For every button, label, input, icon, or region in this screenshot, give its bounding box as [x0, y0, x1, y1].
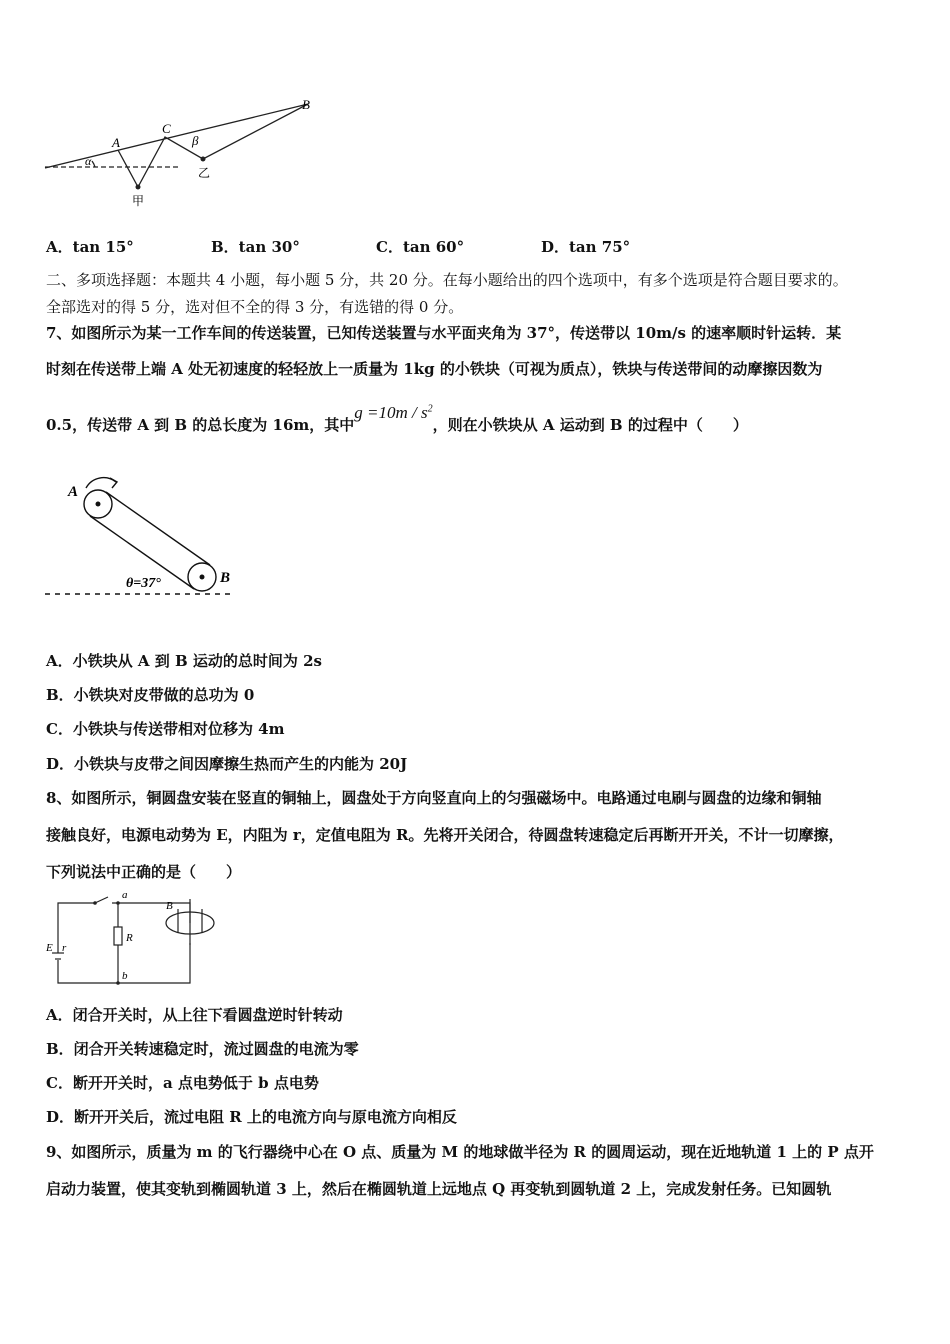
gravity-formula-text: g =10m / s	[354, 403, 428, 422]
figure-circuit-disk	[40, 885, 220, 995]
label-B: B	[166, 900, 173, 912]
label-B: B	[220, 570, 231, 586]
q8-stem-line1: 8、如图所示，铜圆盘安装在竖直的铜轴上，圆盘处于方向竖直向上的匀强磁场中。电路通过电刷与圆盘的边缘和铜轴	[46, 789, 822, 807]
q7-stem-line3-post: ，则在小铁块从 A 运动到 B 的过程中（ ）	[432, 416, 748, 434]
q7-stem-line3-pre: 0.5，传送带 A 到 B 的总长度为 16m，其中	[46, 416, 355, 434]
q7-stem-line3	[46, 403, 748, 435]
gravity-formula	[354, 403, 432, 422]
q8-option-b[interactable]: B．闭合开关转速稳定时，流过圆盘的电流为零	[46, 1040, 359, 1058]
q8-option-a[interactable]: A．闭合开关时，从上往下看圆盘逆时针转动	[46, 1006, 343, 1024]
label-B: B	[302, 97, 310, 112]
q7-stem-line1: 7、如图所示为某一工作车间的传送装置，已知传送装置与水平面夹角为 37°，传送带以 10m/s 的速率顺时针运转．某	[46, 324, 842, 342]
q8-option-d[interactable]: D．断开开关后，流过电阻 R 上的电流方向与原电流方向相反	[46, 1108, 457, 1126]
q6-option-b[interactable]: B．tan 30°	[211, 238, 300, 256]
label-a: a	[122, 889, 128, 901]
label-A: A	[68, 484, 79, 500]
label-b: b	[122, 970, 128, 982]
section2-line1: 二、多项选择题：本题共 4 小题，每小题 5 分，共 20 分。在每小题给出的四个选项中，有多个选项是符合题目要求的。	[46, 271, 848, 289]
q6-option-d[interactable]: D．tan 75°	[541, 238, 631, 256]
q7-option-a[interactable]: A．小铁块从 A 到 B 运动的总时间为 2s	[46, 652, 322, 670]
resistor-r	[114, 927, 122, 945]
q6-option-a[interactable]: A．tan 15°	[46, 238, 134, 256]
label-C: C	[162, 121, 171, 136]
q8-option-c[interactable]: C．断开开关时，a 点电势低于 b 点电势	[46, 1074, 319, 1092]
junction-a	[116, 901, 120, 905]
axle-b	[200, 575, 205, 580]
q7-option-c[interactable]: C．小铁块与传送带相对位移为 4m	[46, 720, 285, 738]
q7-option-b[interactable]: B．小铁块对皮带做的总功为 0	[46, 686, 255, 704]
q6-option-c[interactable]: C．tan 60°	[376, 238, 465, 256]
label-alpha: α	[85, 154, 92, 168]
q7-stem-line2: 时刻在传送带上端 A 处无初速度的轻轻放上一质量为 1kg 的小铁块（可视为质点），铁块与传送带间的动摩擦因数为	[46, 360, 823, 378]
q7-option-d[interactable]: D．小铁块与皮带之间因摩擦生热而产生的内能为 20J	[46, 755, 408, 773]
figure-light-path	[40, 95, 330, 215]
gravity-formula-exponent: 2	[427, 403, 433, 415]
label-A: A	[112, 135, 120, 150]
switch-pivot	[93, 901, 97, 905]
section2-line2: 全部选对的得 5 分，选对但不全的得 3 分，有选错的得 0 分。	[46, 298, 464, 316]
axle-a	[96, 502, 101, 507]
belt-top	[106, 492, 210, 565]
figure-conveyor-belt	[40, 470, 250, 605]
label-r: r	[62, 942, 67, 954]
q8-stem-line2: 接触良好，电源电动势为 E，内阻为 r，定值电阻为 R。先将开关闭合，待圆盘转速稳定后再断开开关，不计一切摩擦，	[46, 826, 844, 844]
switch-blade	[95, 897, 108, 903]
junction-b	[116, 981, 120, 985]
label-beta: β	[192, 133, 199, 148]
label-angle: θ=37°	[126, 576, 161, 591]
point-yi	[201, 157, 206, 162]
label-jia: 甲	[132, 194, 145, 208]
alpha-arc	[92, 161, 95, 167]
light-path	[118, 104, 308, 187]
point-jia	[136, 185, 141, 190]
label-yi: 乙	[198, 166, 211, 180]
label-R: R	[126, 932, 133, 944]
q9-stem-line2: 启动力装置，使其变轨到椭圆轨道 3 上，然后在椭圆轨道上远地点 Q 再变轨到圆轨道 2 上，完成发射任务。已知圆轨	[46, 1180, 832, 1198]
q8-stem-line3: 下列说法中正确的是（ ）	[46, 863, 242, 881]
q9-stem-line1: 9、如图所示，质量为 m 的飞行器绕中心在 O 点、质量为 M 的地球做半径为 R 的圆周运动，现在近地轨道 1 上的 P 点开	[46, 1143, 874, 1161]
label-E: E	[46, 942, 53, 954]
